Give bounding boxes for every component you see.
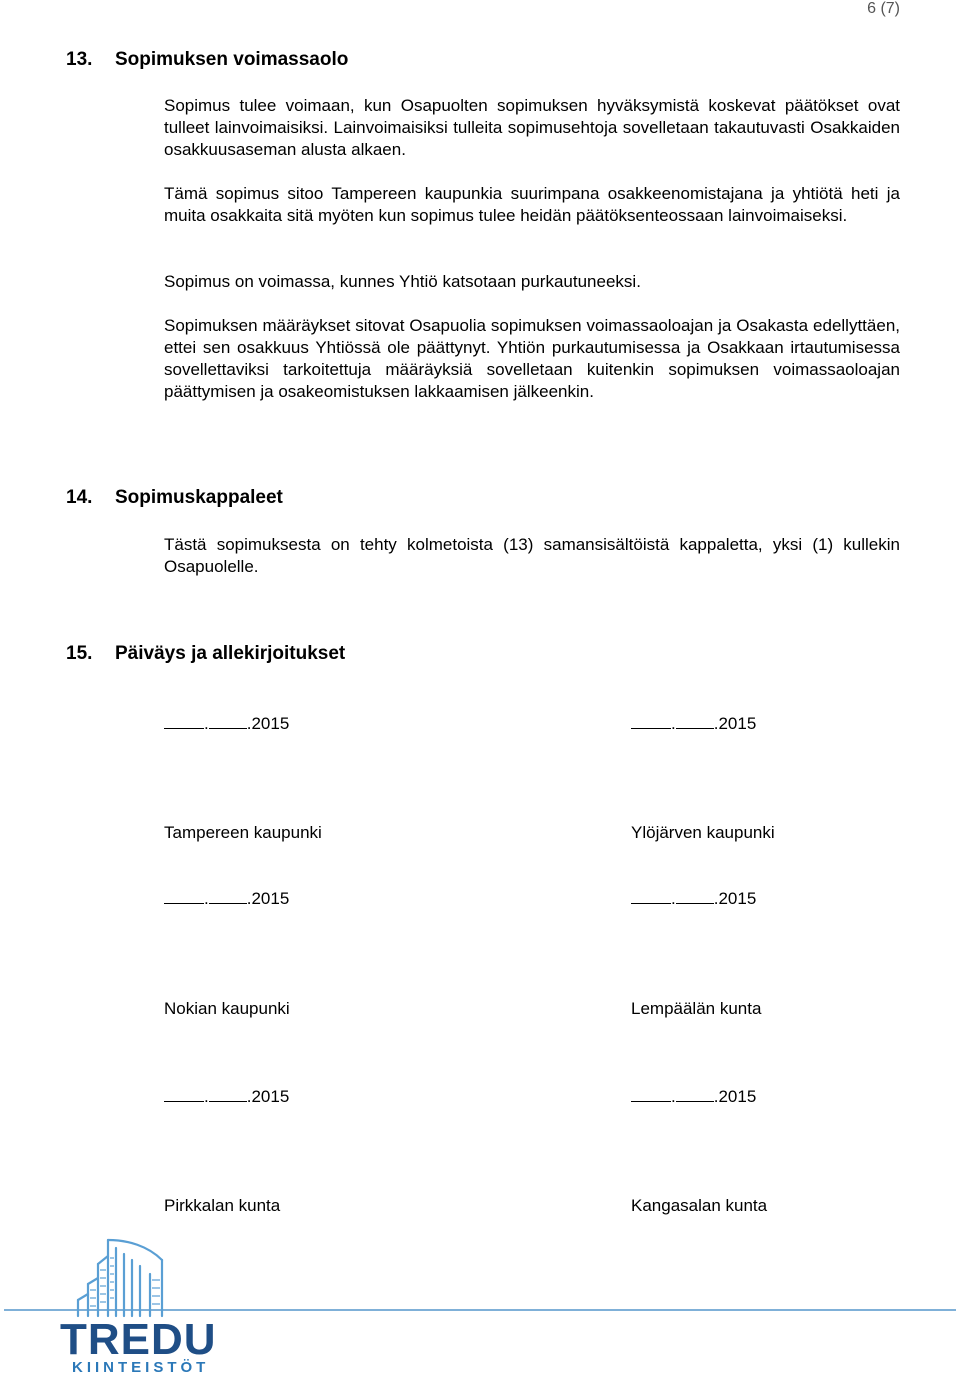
signatory-ylojarvi: Ylöjärven kaupunki bbox=[631, 823, 775, 842]
signatory-lempaala: Lempäälän kunta bbox=[631, 999, 762, 1018]
date-separator: . bbox=[204, 1087, 209, 1106]
day-blank bbox=[631, 1087, 671, 1102]
section-13-paragraph-1: Sopimus tulee voimaan, kun Osapuolten sopimuksen hyväksymistä koskevat päätökset ovat tulleet lainvoimaisiksi. Lainvoimaisiksi tulleita sopimusehtoja sovelletaan takautuvasti Osakkaiden osakkuusaseman alusta alkaen. bbox=[164, 96, 900, 159]
signature-date-nokia[interactable] bbox=[164, 888, 289, 910]
section-14-title: Sopimuskappaleet bbox=[115, 487, 283, 508]
day-blank bbox=[164, 1087, 204, 1102]
section-14-paragraph-1: Tästä sopimuksesta on tehty kolmetoista (13) samansisältöistä kappaletta, yksi (1) kullekin Osapuolelle. bbox=[164, 535, 900, 576]
date-year: .2015 bbox=[713, 889, 757, 908]
section-13-paragraph-3: Sopimus on voimassa, kunnes Yhtiö katsotaan purkautuneeksi. bbox=[164, 272, 641, 291]
signatory-tampere: Tampereen kaupunki bbox=[164, 823, 322, 842]
section-15-title: Päiväys ja allekirjoitukset bbox=[115, 643, 346, 664]
signatory-nokia: Nokian kaupunki bbox=[164, 999, 290, 1018]
date-year: .2015 bbox=[713, 714, 757, 733]
signature-date-ylojarvi[interactable] bbox=[631, 713, 756, 735]
signature-date-lempaala[interactable] bbox=[631, 888, 756, 910]
month-blank bbox=[676, 1087, 714, 1102]
month-blank bbox=[209, 889, 247, 904]
date-year: .2015 bbox=[713, 1087, 757, 1106]
date-year: .2015 bbox=[246, 889, 290, 908]
day-blank bbox=[164, 714, 204, 729]
signature-date-pirkkala[interactable] bbox=[164, 1086, 289, 1108]
month-blank bbox=[676, 714, 714, 729]
logo-wordmark: TREDU bbox=[60, 1315, 217, 1364]
section-13-number: 13. bbox=[66, 49, 93, 70]
day-blank bbox=[164, 889, 204, 904]
section-13-heading bbox=[66, 48, 348, 72]
month-blank bbox=[209, 1087, 247, 1102]
section-13-title: Sopimuksen voimassaolo bbox=[115, 49, 349, 70]
date-separator: . bbox=[204, 889, 209, 908]
date-year: .2015 bbox=[246, 1087, 290, 1106]
section-14-heading bbox=[66, 486, 283, 510]
signatory-kangasala: Kangasalan kunta bbox=[631, 1196, 768, 1215]
date-separator: . bbox=[204, 714, 209, 733]
month-blank bbox=[209, 714, 247, 729]
day-blank bbox=[631, 889, 671, 904]
section-14-number: 14. bbox=[66, 487, 93, 508]
signature-date-tampere[interactable] bbox=[164, 713, 289, 735]
month-blank bbox=[676, 889, 714, 904]
day-blank bbox=[631, 714, 671, 729]
section-15-heading bbox=[66, 642, 345, 666]
date-year: .2015 bbox=[246, 714, 290, 733]
date-separator: . bbox=[671, 714, 676, 733]
logo-subtitle: KIINTEISTÖT bbox=[72, 1359, 210, 1376]
section-15-number: 15. bbox=[66, 643, 93, 664]
signatory-pirkkala: Pirkkalan kunta bbox=[164, 1196, 281, 1215]
section-13-paragraph-4: Sopimuksen määräykset sitovat Osapuolia sopimuksen voimassaoloajan ja Osakasta edellyttäen, ettei sen osakkuus Yhtiössä ole päättynyt. Yhtiön purkautumisessa ja Osakkaan irtautumisessa sovellettaviksi tarkoitettuja määräyksiä sovelletaan kuitenkin sopimuksen voimassaoloajan päättymisen ja osakeomistuksen lakkaamisen jälkeenkin. bbox=[164, 316, 900, 401]
date-separator: . bbox=[671, 1087, 676, 1106]
date-separator: . bbox=[671, 889, 676, 908]
signature-date-kangasala[interactable] bbox=[631, 1086, 756, 1108]
page-number: 6 (7) bbox=[867, 0, 900, 17]
section-13-paragraph-2: Tämä sopimus sitoo Tampereen kaupunkia suurimpana osakkeenomistajana ja yhtiötä heti ja muita osakkaita sitä myöten kun sopimus tulee heidän päätöksenteossaan lainvoimaiseksi. bbox=[164, 184, 900, 225]
